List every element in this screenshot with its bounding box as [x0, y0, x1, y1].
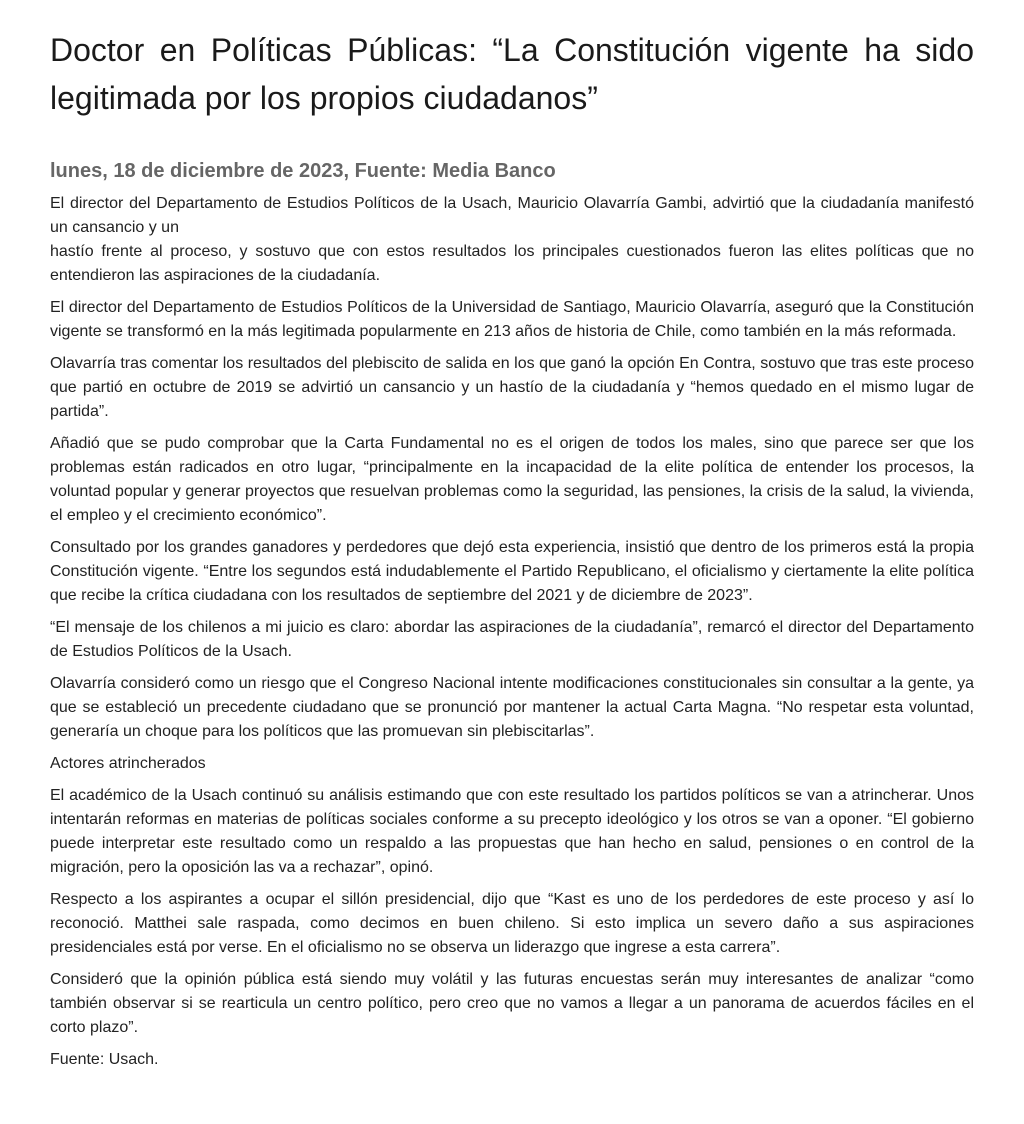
body-paragraph: Añadió que se pudo comprobar que la Carta Fundamental no es el origen de todos los males, sino que parece ser que los problemas están radicados en otro lugar, “principalmente en la incapacidad de la elite política de entender los procesos, la voluntad popular y generar proyectos que resuelvan problemas como la seguridad, las pensiones, la crisis de la salud, la vivienda, el empleo y el crecimiento económico”.: [50, 435, 974, 524]
article-title: Doctor en Políticas Públicas: “La Constitución vigente ha sido legitimada por los propios ciudadanos”: [50, 32, 974, 116]
section-subheading: Actores atrincherados: [50, 755, 206, 772]
lead-line-1: El director del Departamento de Estudios Políticos de la Usach, Mauricio Olavarría Gambi, advirtió que la ciudadanía manifestó un cansancio y un: [50, 195, 974, 236]
body-paragraph: El académico de la Usach continuó su análisis estimando que con este resultado los partidos políticos se van a atrincherar. Unos intentarán reformas en materias de políticas sociales conforme a su precepto ideológico y los otros se van a oponer. “El gobierno puede interpretar este resultado como un respaldo a las propuestas que han hecho en salud, pensiones o en control de la migración, pero la oposición las va a rechazar”, opinó.: [50, 787, 974, 876]
body-paragraph: El director del Departamento de Estudios Políticos de la Universidad de Santiago, Mauricio Olavarría, aseguró que la Constitución vigente se transformó en la más legitimada popularmente en 213 años de historia de Chile, como también en la más reformada.: [50, 299, 974, 340]
body-paragraph: “El mensaje de los chilenos a mi juicio es claro: abordar las aspiraciones de la ciudadanía”, remarcó el director del Departamento de Estudios Políticos de la Usach.: [50, 619, 974, 660]
body-paragraph: Olavarría consideró como un riesgo que el Congreso Nacional intente modificaciones constitucionales sin consultar a la gente, ya que se estableció un precedente ciudadano que se pronunció por mantener la actual Carta Magna. “No respetar esta voluntad, generaría un choque para los políticos que las promuevan sin plebiscitarlas”.: [50, 675, 974, 740]
source-note: Fuente: Usach.: [50, 1051, 159, 1068]
body-paragraph: Olavarría tras comentar los resultados del plebiscito de salida en los que ganó la opción En Contra, sostuvo que tras este proceso que partió en octubre de 2019 se advirtió un cansancio y un hastío de la ciudadanía y “hemos quedado en el mismo lugar de partida”.: [50, 355, 974, 420]
body-paragraph: Consideró que la opinión pública está siendo muy volátil y las futuras encuestas serán muy interesantes de analizar “como también observar si se rearticula un centro político, pero creo que no vamos a llegar a un panorama de acuerdos fáciles en el corto plazo”.: [50, 971, 974, 1036]
lead-paragraph: [50, 192, 974, 288]
body-paragraph: Respecto a los aspirantes a ocupar el sillón presidencial, dijo que “Kast es uno de los perdedores de este proceso y así lo reconoció. Matthei sale raspada, como decimos en buen chileno. Si esto implica un severo daño a sus aspiraciones presidenciales está por verse. En el oficialismo no se observa un liderazgo que ingrese a esta carrera”.: [50, 891, 974, 956]
body-paragraph: Consultado por los grandes ganadores y perdedores que dejó esta experiencia, insistió que dentro de los primeros está la propia Constitución vigente. “Entre los segundos está indudablemente el Partido Republicano, el oficialismo y ciertamente la elite política que recibe la crítica ciudadana con los resultados de septiembre del 2021 y de diciembre de 2023”.: [50, 539, 974, 604]
lead-line-2: hastío frente al proceso, y sostuvo que con estos resultados los principales cuestionados fueron las elites políticas que no entendieron las aspiraciones de la ciudadanía.: [50, 243, 974, 284]
article-date-source: lunes, 18 de diciembre de 2023, Fuente: Media Banco: [50, 160, 556, 182]
